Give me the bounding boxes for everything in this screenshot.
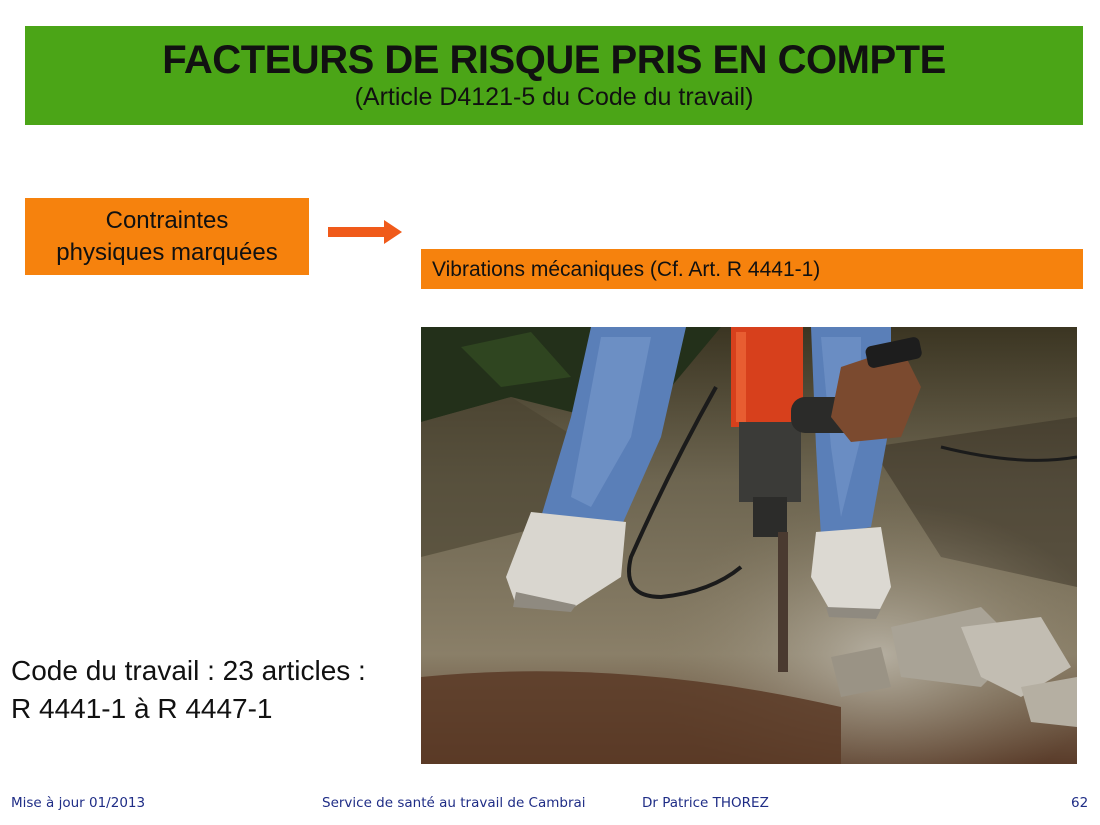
risk-factor-bar: Vibrations mécaniques (Cf. Art. R 4441-1) bbox=[421, 249, 1083, 289]
category-line-2: physiques marquées bbox=[56, 238, 278, 266]
jackhammer-worker-photo bbox=[421, 327, 1077, 764]
code-note-line-2: R 4441-1 à R 4447-1 bbox=[11, 693, 273, 724]
code-note bbox=[11, 652, 366, 728]
footer-service: Service de santé au travail de Cambrai bbox=[322, 795, 586, 811]
code-note-line-1: Code du travail : 23 articles : bbox=[11, 655, 366, 686]
title-banner bbox=[25, 26, 1083, 125]
slide-title: FACTEURS DE RISQUE PRIS EN COMPTE bbox=[162, 38, 946, 82]
footer-author: Dr Patrice THOREZ bbox=[642, 795, 769, 811]
arrow-right-icon bbox=[328, 220, 402, 244]
page-number: 62 bbox=[1071, 795, 1089, 811]
footer-update-date: Mise à jour 01/2013 bbox=[11, 795, 146, 811]
category-line-1: Contraintes bbox=[105, 206, 229, 234]
category-box bbox=[25, 198, 309, 275]
slide-subtitle: (Article D4121-5 du Code du travail) bbox=[354, 83, 754, 111]
